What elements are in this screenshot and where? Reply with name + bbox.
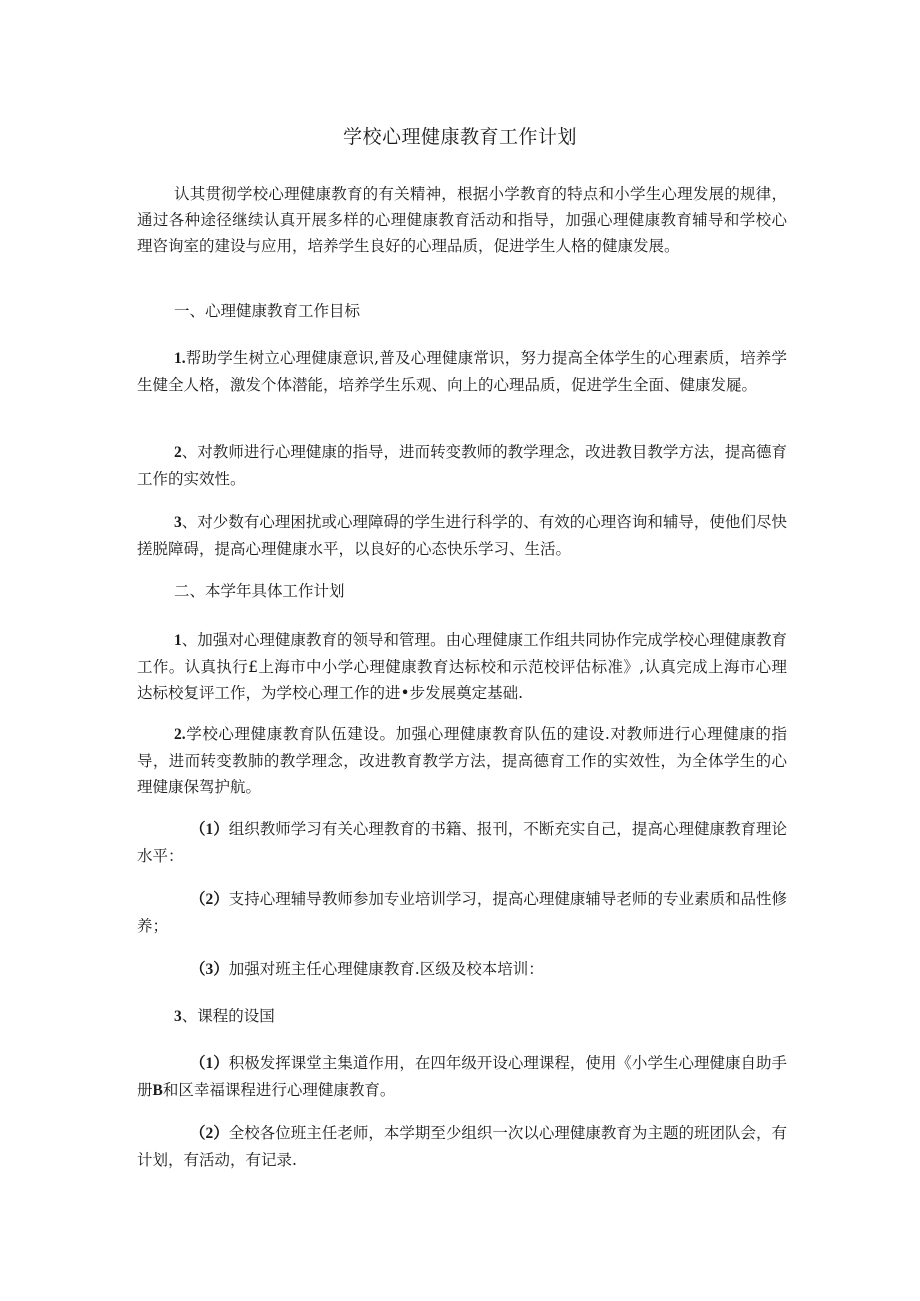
- document-title: 学校心理健康教育工作计划: [342, 126, 577, 148]
- item-text: 学校心理健康教育队伍建设。加强心理健康教育队伍的建设.对教师进行心理健康的指导，进而转变教肺的教学理念，改进教育教学方法，提高德育工作的实效性，为全体学生的心理健康保驾护航。: [137, 725, 787, 796]
- item-text: 、课程的设国: [181, 1007, 275, 1025]
- item-text: 加强对班主任心理健康教育.区级及校本培训：: [228, 960, 544, 978]
- item-text: 积极发挥课堂主集道作用，在四年级开设心理课程，使用《小学生心理健康自助手册: [137, 1054, 787, 1099]
- item-number: 3: [174, 1008, 182, 1025]
- item-number: 1: [174, 632, 182, 649]
- item-number: （1）: [190, 1055, 229, 1072]
- section1-item-1: [137, 345, 787, 398]
- section1-item-3: [137, 509, 787, 562]
- item-text: 、加强对心理健康教育的领导和管理。由心理健康工作组共同协作完成学校心理健康教育工作。认真执行£上海市中小学心理健康教育达标校和示范校评估标准》,认真完成上海市心理达标校复评工作，为学校心理工作的进•步发展奠定基础.: [137, 631, 787, 702]
- section2-heading: 二、本学年具体工作计划: [174, 582, 345, 600]
- section2-item-2-sub-1: [137, 816, 787, 869]
- item-text: 、对少数有心理困扰或心理障碍的学生进行科学的、有效的心理咨询和辅导，使他们尽快搓脱障碍，提高心理健康水平，以良好的心态快乐学习、生活。: [137, 513, 787, 558]
- item-number: （3）: [190, 961, 229, 978]
- item-text: 组织教师学习有关心理教育的书籍、报刊，不断充实自己，提高心理健康教育理论水平：: [137, 820, 787, 865]
- intro-paragraph: 认其贯彻学校心理健康教育的有关精神，根据小学教育的特点和小学生心理发展的规律，通过各种途径继续认真开展多样的心理健康教育活动和指导，加强心理健康教育辅导和学校心理咨询室的建设与应用，培养学生良好的心理品质，促进学生人格的健康发展。: [137, 185, 787, 255]
- section1-item-2: [137, 439, 787, 492]
- section1-heading: 一、心理健康教育工作目标: [174, 302, 361, 320]
- section2-item-2-sub-3: [137, 956, 787, 983]
- item-text: 、对教师进行心理健康的指导，进而转变教师的教学理念，改进教目教学方法，提高德育工作的实效性。: [137, 443, 787, 488]
- item-number: 1.: [174, 350, 186, 367]
- item-text: 全校各位班主任老师，本学期至少组织一次以心理健康教育为主题的班团队会，有计划，有活动，有记录.: [137, 1124, 787, 1169]
- section2-item-1: [137, 627, 787, 706]
- item-number: （1）: [190, 821, 229, 838]
- item-number: （2）: [190, 891, 229, 908]
- item-text: 支持心理辅导教师参加专业培训学习，提高心理健康辅导老师的专业素质和品性修养；: [137, 890, 787, 935]
- section2-item-3: [137, 1003, 787, 1030]
- item-number: 3: [174, 514, 182, 531]
- item-text: 帮助学生树立心理健康意识,普及心理健康常识，努力提高全体学生的心理素质，培养学生健全人格，激发个体潜能，培养学生乐观、向上的心理品质，促进学生全面、健康发屣。: [137, 349, 787, 394]
- section2-item-2: [137, 721, 787, 800]
- section2-item-3-sub-2: [137, 1120, 787, 1173]
- item-text-rest: 和区幸福课程进行心理健康教育。: [162, 1081, 396, 1099]
- item-number: 2: [174, 444, 182, 461]
- item-number: 2.: [174, 726, 186, 743]
- section2-item-2-sub-2: [137, 886, 787, 939]
- section2-item-3-sub-1: [137, 1050, 787, 1104]
- item-number: （2）: [190, 1125, 229, 1142]
- item-bold-letter: B: [152, 1082, 163, 1099]
